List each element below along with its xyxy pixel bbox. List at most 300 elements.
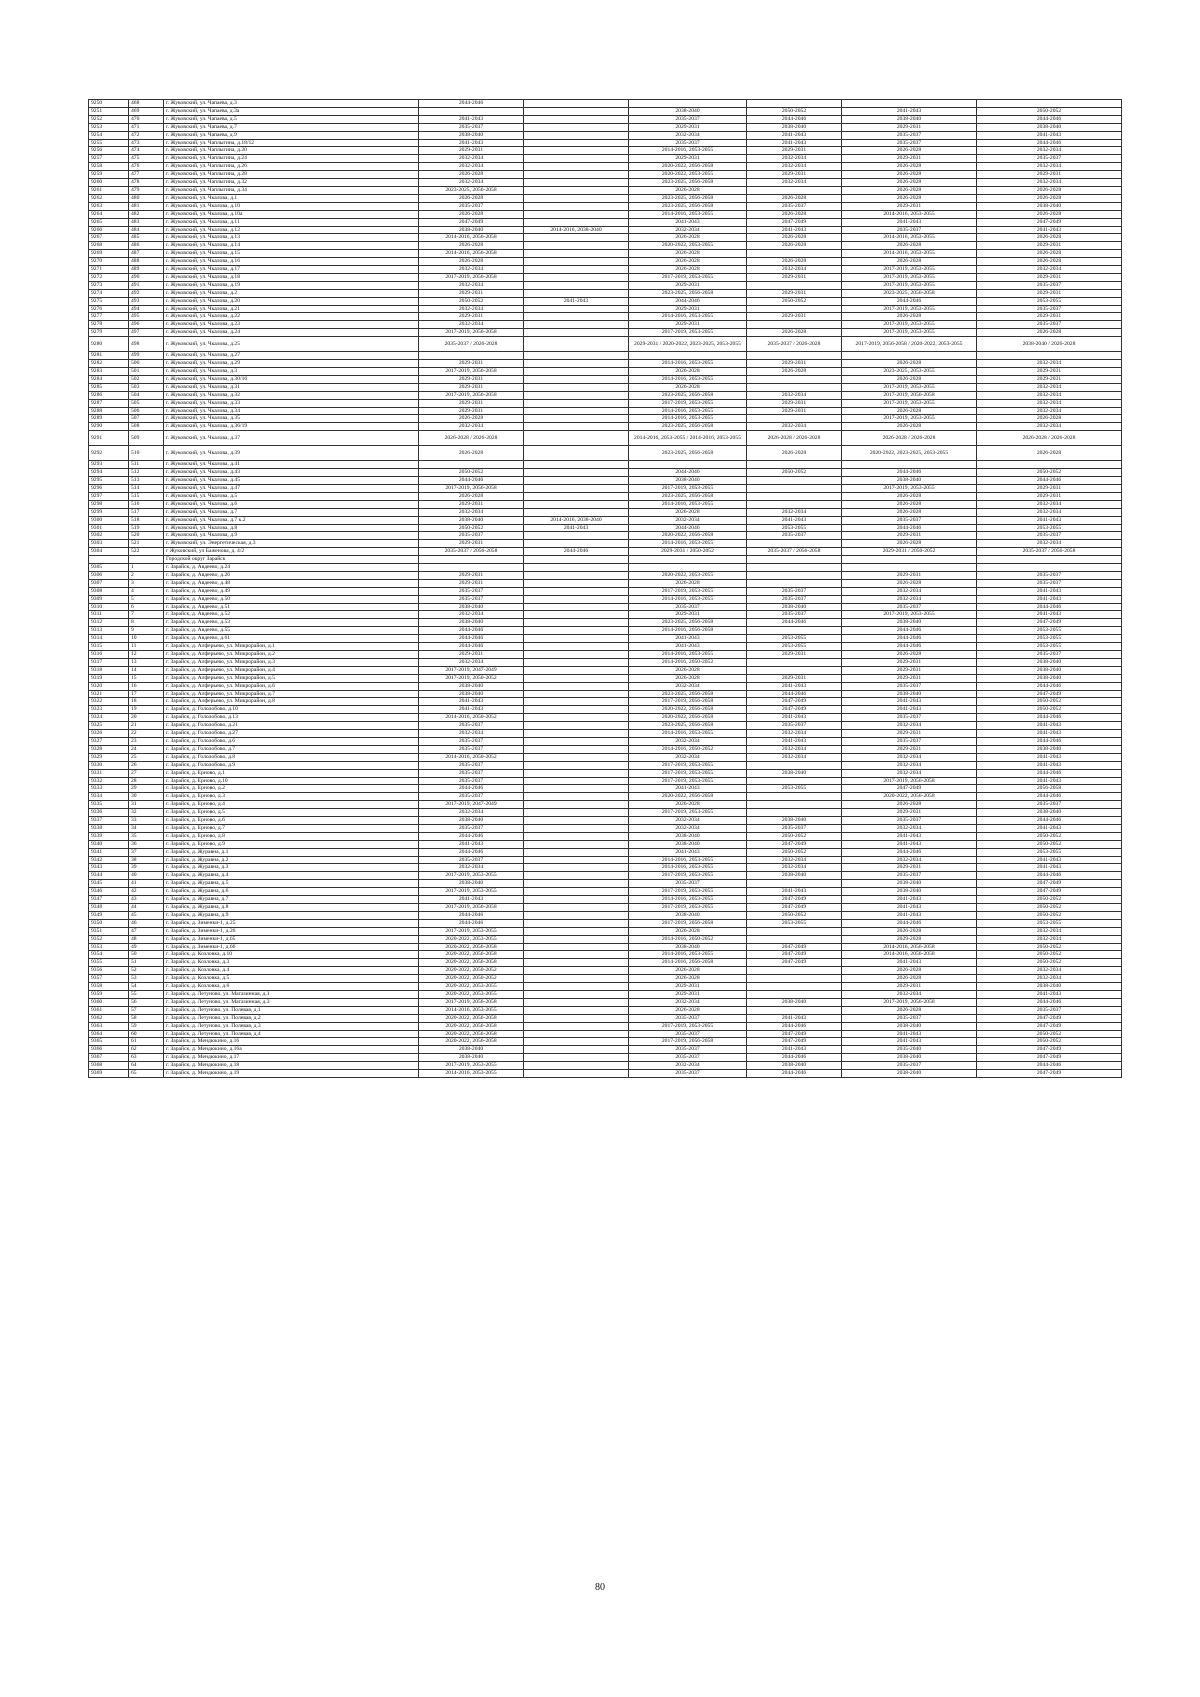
table-cell-row-no: 9259 [89, 171, 129, 179]
table-cell-period-6: 2035-2037 [977, 651, 1122, 659]
table-cell-period-6: 2044-2046 [977, 793, 1122, 801]
table-cell-period-3: 2023-2025, 2056-2058 [629, 690, 747, 698]
table-cell-period-3: 2017-2019, 2053-2055 [629, 587, 747, 595]
table-cell-item-no: 63 [129, 1054, 164, 1062]
table-cell-period-4: 2038-2040 [747, 998, 842, 1006]
table-cell-period-1 [419, 564, 524, 572]
table-cell-period-2 [524, 407, 629, 415]
table-cell-period-6: 2047-2049 [977, 619, 1122, 627]
table-cell-period-3: 2029-2031 [629, 611, 747, 619]
table-cell-period-5: 2041-2043 [842, 1030, 977, 1038]
table-cell-item-no: 496 [129, 321, 164, 329]
table-cell-period-1: 2035-2037 [419, 587, 524, 595]
table-cell-period-2 [524, 289, 629, 297]
table-cell-period-1: 2044-2046 [419, 848, 524, 856]
table-cell-address: г. Зарайск, д. Журавна, д.9 [164, 911, 419, 919]
table-cell-period-1: 2035-2037 [419, 202, 524, 210]
table-cell-address: г. Жуковский, ул. Чкалова, д.7 к.2 [164, 516, 419, 524]
table-cell-period-5: 2032-2034 [842, 722, 977, 730]
table-cell-period-4: 2026-2028 [747, 234, 842, 242]
table-row [89, 911, 1122, 919]
table-cell-period-4 [747, 627, 842, 635]
table-cell-period-4: 2053-2055 [747, 919, 842, 927]
table-cell-period-2 [524, 194, 629, 202]
table-cell-period-1: 2020-2022, 2056-2058 [419, 951, 524, 959]
table-cell-row-no: 9252 [89, 115, 129, 123]
table-row [89, 1062, 1122, 1070]
table-cell-period-4: 2050-2052 [747, 469, 842, 477]
table-cell-period-4: 2029-2031 [747, 313, 842, 321]
table-cell-item-no: 499 [129, 352, 164, 360]
table-cell-period-4: 2044-2046 [747, 1022, 842, 1030]
table-cell-period-5: 2029-2031 [842, 571, 977, 579]
table-cell-period-5: 2026-2028 / 2026-2028 [842, 431, 977, 446]
table-cell-address: г. Зарайск, д. Ерново, д.1 [164, 769, 419, 777]
table-cell-period-3: 2017-2019, 2056-2058 [629, 919, 747, 927]
table-cell-item-no: 54 [129, 983, 164, 991]
table-cell-period-1: 2035-2037 [419, 722, 524, 730]
table-cell-period-4: 2035-2037 / 2056-2058 [747, 548, 842, 556]
table-cell-row-no: 9301 [89, 524, 129, 532]
table-cell-period-5: 2038-2040 [842, 1022, 977, 1030]
table-cell-period-5: 2026-2028 [842, 1006, 977, 1014]
table-row [89, 415, 1122, 423]
table-cell-period-4: 2032-2034 [747, 730, 842, 738]
table-cell-period-3: 2014-2016, 2053-2055 [629, 651, 747, 659]
table-cell-period-2 [524, 423, 629, 431]
table-row [89, 1030, 1122, 1038]
table-cell-period-1: 2032-2034 [419, 281, 524, 289]
table-cell-address: г. Жуковский, ул. Чкалова, д.33 [164, 399, 419, 407]
table-cell-period-6: 2050-2052 [977, 959, 1122, 967]
table-cell-address: г. Жуковский, ул. Чкалова, д.7 [164, 508, 419, 516]
table-cell-period-6: 2032-2034 [977, 540, 1122, 548]
table-cell-address: г. Жуковский, ул. Чкалова, д.34 [164, 407, 419, 415]
table-cell-address: г. Жуковский, ул. Чапаева, д.3 [164, 100, 419, 108]
table-row [89, 368, 1122, 376]
table-row [89, 722, 1122, 730]
table-row [89, 1046, 1122, 1054]
table-cell-row-no: 9352 [89, 935, 129, 943]
table-cell-period-2 [524, 469, 629, 477]
table-cell-row-no: 9357 [89, 975, 129, 983]
table-row [89, 635, 1122, 643]
table-cell-period-5: 2035-2037 [842, 603, 977, 611]
table-cell-period-4: 2047-2049 [747, 218, 842, 226]
table-cell-period-6: 2029-2031 [977, 289, 1122, 297]
table-cell-row-no: 9347 [89, 896, 129, 904]
table-cell-address: г. Зарайск, д. Алферьево, ул. Микрорайон, д.3 [164, 658, 419, 666]
table-cell-period-5: 2038-2040 [842, 880, 977, 888]
table-cell-item-no: 26 [129, 761, 164, 769]
table-cell-period-6: 2053-2055 [977, 524, 1122, 532]
table-cell-period-2 [524, 603, 629, 611]
table-cell-item-no: 473 [129, 139, 164, 147]
table-cell-row-no: 9321 [89, 690, 129, 698]
table-cell-period-1: 2029-2031 [419, 313, 524, 321]
table-cell-period-2 [524, 919, 629, 927]
table-row [89, 564, 1122, 572]
table-cell-item-no: 10 [129, 635, 164, 643]
table-cell-row-no: 9348 [89, 904, 129, 912]
table-cell-period-5: 2026-2028 [842, 163, 977, 171]
table-row [89, 258, 1122, 266]
table-cell-period-1: 2026-2028 [419, 492, 524, 500]
table-cell-item-no: 486 [129, 242, 164, 250]
table-cell-period-4: 2047-2049 [747, 943, 842, 951]
table-cell-period-3: 2014-2016, 2053-2055 [629, 210, 747, 218]
table-cell-period-3: 2017-2019, 2053-2055 [629, 777, 747, 785]
table-cell-address: г. Жуковский, ул. Чкалова, д.39 [164, 446, 419, 461]
table-cell-address: г. Жуковский, ул. Чкалова, д.27 [164, 352, 419, 360]
table-cell-period-5: 2035-2037 [842, 872, 977, 880]
table-cell-address: г. Жуковский, ул. Чкалова, д.19 [164, 281, 419, 289]
table-cell-period-2 [524, 500, 629, 508]
table-cell-period-2 [524, 352, 629, 360]
table-cell-period-3: 2029-2031 [629, 983, 747, 991]
table-cell-period-1: 2029-2031 [419, 289, 524, 297]
table-cell-period-1: 2023-2025, 2056-2058 [419, 186, 524, 194]
table-cell-period-4: 2050-2052 [747, 848, 842, 856]
table-cell-period-2 [524, 579, 629, 587]
table-cell-period-3: 2017-2019, 2053-2055 [629, 1022, 747, 1030]
table-cell-period-4 [747, 927, 842, 935]
table-cell-item-no: 492 [129, 289, 164, 297]
table-cell-period-3: 2020-2022, 2053-2055 [629, 171, 747, 179]
table-cell-period-1: 2041-2043 [419, 896, 524, 904]
table-cell-address: г. Зарайск, д. Гололобово, д.7 [164, 745, 419, 753]
table-cell-period-5: 2038-2040 [842, 619, 977, 627]
table-cell-period-3: 2032-2034 [629, 1062, 747, 1070]
table-cell-period-3: 2023-2025, 2056-2058 [629, 194, 747, 202]
table-cell-period-4: 2038-2040 [747, 1062, 842, 1070]
table-cell-period-1: 2017-2019, 2056-2058 [419, 904, 524, 912]
table-cell-period-4 [747, 777, 842, 785]
table-cell-address: г. Зарайск, д. Авдеево, д.48 [164, 579, 419, 587]
table-cell-item-no: 507 [129, 415, 164, 423]
table-cell-period-5: 2026-2028 [842, 540, 977, 548]
table-cell-address: г. Жуковский, ул. Чкалова, д.20 [164, 297, 419, 305]
table-cell-address: г. Жуковский, ул. Чкалова, д.22 [164, 313, 419, 321]
table-cell-period-5: 2026-2028 [842, 508, 977, 516]
table-cell-period-3: 2029-2031 [629, 990, 747, 998]
table-cell-period-6: 2050-2052 [977, 706, 1122, 714]
table-cell-item-no: 65 [129, 1070, 164, 1078]
table-cell-period-3 [629, 352, 747, 360]
table-cell-period-5 [842, 100, 977, 108]
table-cell-period-1: 2014-2016, 2050-2052 [419, 753, 524, 761]
table-row [89, 627, 1122, 635]
table-cell-item-no: 8 [129, 619, 164, 627]
table-cell-item-no: 503 [129, 383, 164, 391]
table-cell-period-2 [524, 107, 629, 115]
table-cell-period-3: 2014-2016, 2053-2055 / 2014-2016, 2053-2055 [629, 431, 747, 446]
table-cell-period-6: 2041-2043 [977, 990, 1122, 998]
table-cell-row-no: 9300 [89, 516, 129, 524]
table-cell-period-2 [524, 817, 629, 825]
table-cell-period-2 [524, 935, 629, 943]
table-cell-period-6: 2041-2043 [977, 611, 1122, 619]
table-cell-period-4: 2041-2043 [747, 682, 842, 690]
table-cell-period-6: 2032-2034 [977, 179, 1122, 187]
table-cell-item-no: 37 [129, 848, 164, 856]
table-row [89, 817, 1122, 825]
table-cell-period-2 [524, 242, 629, 250]
table-row [89, 500, 1122, 508]
table-cell-period-3: 2014-2016, 2053-2055 [629, 313, 747, 321]
table-cell-period-5: 2044-2046 [842, 848, 977, 856]
table-cell-period-3: 2014-2016, 2053-2055 [629, 540, 747, 548]
table-cell-period-3 [629, 461, 747, 469]
table-cell-row-no: 9349 [89, 911, 129, 919]
table-cell-item-no: 515 [129, 492, 164, 500]
table-cell-period-6: 2056-2058 [977, 785, 1122, 793]
table-row [89, 864, 1122, 872]
table-cell-period-5: 2044-2046 [842, 635, 977, 643]
table-cell-item-no: 494 [129, 305, 164, 313]
table-cell-period-3: 2014-2016, 2053-2055 [629, 730, 747, 738]
table-cell-period-1: 2041-2043 [419, 139, 524, 147]
table-cell-address: г. Жуковский, ул. Чкалова, д.6 [164, 500, 419, 508]
table-cell-period-5: 2032-2034 [842, 824, 977, 832]
table-cell-item-no: 44 [129, 904, 164, 912]
table-cell-period-5: 2032-2034 [842, 856, 977, 864]
table-cell-period-5: 2026-2028 [842, 179, 977, 187]
table-cell-address: г. Зарайск, д. Ерново, д.6 [164, 817, 419, 825]
table-cell-period-6: 2041-2043 [977, 730, 1122, 738]
table-cell-period-2 [524, 619, 629, 627]
table-cell-period-2 [524, 532, 629, 540]
table-cell-period-3: 2032-2034 [629, 516, 747, 524]
table-cell-item-no: 521 [129, 540, 164, 548]
table-cell-address: г. Жуковский, ул. Чкалова, д.13 [164, 234, 419, 242]
table-cell-period-5: 2035-2037 [842, 226, 977, 234]
table-cell-period-6: 2047-2049 [977, 880, 1122, 888]
table-cell-period-5: 2038-2040 [842, 690, 977, 698]
table-row [89, 777, 1122, 785]
table-cell-period-4: 2035-2037 [747, 722, 842, 730]
table-cell-address: г. Зарайск, д. Гололобово, д.21 [164, 722, 419, 730]
table-cell-period-4: 2047-2049 [747, 896, 842, 904]
table-cell-period-3: 2014-2016, 2053-2055 [629, 896, 747, 904]
table-cell-row-no: 9314 [89, 635, 129, 643]
table-cell-period-6: 2035-2037 [977, 571, 1122, 579]
table-cell-period-4: 2026-2028 [747, 368, 842, 376]
table-cell-period-5: 2017-2019, 2056-2058 [842, 391, 977, 399]
table-row [89, 423, 1122, 431]
table-cell-address: г. Жуковский, ул. Чкалова, д.8 [164, 524, 419, 532]
table-cell-period-2 [524, 666, 629, 674]
table-cell-row-no: 9277 [89, 313, 129, 321]
table-cell-period-4: 2047-2049 [747, 1030, 842, 1038]
table-cell-address: г. Зарайск, д. Козловка, д.10 [164, 951, 419, 959]
table-cell-address: г. Зарайск, д. Журавна, д.6 [164, 888, 419, 896]
table-cell-period-3: 2014-2016, 2056-2058 [629, 627, 747, 635]
table-cell-address: г. Жуковский, ул. Чкалова, д.36/19 [164, 423, 419, 431]
table-cell-row-no: 9286 [89, 391, 129, 399]
table-cell-row-no: 9282 [89, 360, 129, 368]
table-row [89, 360, 1122, 368]
table-row [89, 990, 1122, 998]
table-cell-period-4 [747, 975, 842, 983]
table-cell-period-3: 2035-2037 [629, 1070, 747, 1078]
table-cell-period-6: 2032-2034 [977, 935, 1122, 943]
table-cell-period-2 [524, 171, 629, 179]
table-cell-period-1: 2026-2028 [419, 242, 524, 250]
table-cell-period-2 [524, 998, 629, 1006]
table-cell-period-5: 2014-2016, 2056-2058 [842, 943, 977, 951]
table-cell-period-2 [524, 611, 629, 619]
table-cell-item-no: 490 [129, 273, 164, 281]
table-cell-period-3: 2026-2028 [629, 508, 747, 516]
table-cell-period-3: 2020-2022, 2053-2055 [629, 242, 747, 250]
table-cell-period-6: 2050-2052 [977, 840, 1122, 848]
table-cell-address: г. Зарайск, д. Ерново, д.5 [164, 809, 419, 817]
table-cell-period-6: 2026-2028 [977, 194, 1122, 202]
table-cell-period-4: 2029-2031 [747, 399, 842, 407]
table-row [89, 352, 1122, 360]
table-cell-row-no: 9315 [89, 643, 129, 651]
table-cell-period-4: 2029-2031 [747, 273, 842, 281]
table-cell-period-5: 2044-2046 [842, 297, 977, 305]
table-cell-period-2: 2044-2046 [524, 548, 629, 556]
table-row [89, 179, 1122, 187]
table-cell-row-no [89, 556, 129, 564]
table-cell-period-1: 2020-2022, 2056-2058 [419, 1038, 524, 1046]
table-row [89, 714, 1122, 722]
table-row [89, 329, 1122, 337]
table-cell-row-no: 9258 [89, 163, 129, 171]
table-cell-period-1: 2017-2019, 2056-2058 [419, 273, 524, 281]
table-cell-period-2 [524, 123, 629, 131]
table-cell-row-no: 9299 [89, 508, 129, 516]
schedule-table [88, 99, 1122, 1078]
table-cell-period-6: 2026-2028 [977, 258, 1122, 266]
table-cell-period-4 [747, 186, 842, 194]
table-row [89, 848, 1122, 856]
table-cell-period-4: 2026-2028 [747, 329, 842, 337]
table-cell-period-5: 2017-2019, 2056-2058 [842, 998, 977, 1006]
table-cell-period-4: 2041-2043 [747, 1046, 842, 1054]
table-cell-item-no: 57 [129, 1006, 164, 1014]
table-cell-period-1: 2041-2043 [419, 840, 524, 848]
table-row [89, 516, 1122, 524]
table-cell-period-6: 2047-2049 [977, 1014, 1122, 1022]
table-cell-row-no: 9269 [89, 250, 129, 258]
table-cell-period-6: 2041-2043 [977, 753, 1122, 761]
table-row [89, 737, 1122, 745]
table-cell-period-3: 2023-2025, 2056-2058 [629, 619, 747, 627]
table-cell-item-no: 506 [129, 407, 164, 415]
table-row [89, 753, 1122, 761]
table-row [89, 959, 1122, 967]
table-row [89, 100, 1122, 108]
table-cell-period-6: 2032-2034 [977, 147, 1122, 155]
table-cell-period-3: 2026-2028 [629, 234, 747, 242]
table-row [89, 202, 1122, 210]
table-cell-period-5: 2026-2028 [842, 492, 977, 500]
table-cell-item-no: 489 [129, 266, 164, 274]
table-cell-period-1: 2017-2019, 2056-2058 [419, 998, 524, 1006]
table-cell-address: Городской округ Зарайск [164, 556, 419, 564]
table-cell-address: г. Зарайск, д. Зименки-1, д.66 [164, 943, 419, 951]
table-cell-row-no: 9361 [89, 1006, 129, 1014]
table-cell-row-no: 9255 [89, 139, 129, 147]
table-cell-period-2 [524, 840, 629, 848]
table-cell-period-4: 2032-2034 [747, 753, 842, 761]
table-row [89, 250, 1122, 258]
table-cell-period-2 [524, 281, 629, 289]
table-cell-address: г. Жуковский, ул. Чаплыгина, д.24 [164, 155, 419, 163]
table-cell-period-3: 2014-2016, 2053-2055 [629, 595, 747, 603]
table-cell-period-5: 2029-2031 [842, 202, 977, 210]
table-cell-period-4: 2035-2037 / 2026-2028 [747, 337, 842, 352]
table-row [89, 998, 1122, 1006]
table-cell-period-6: 2044-2046 [977, 682, 1122, 690]
table-row [89, 745, 1122, 753]
table-cell-period-5: 2029-2031 [842, 809, 977, 817]
table-cell-period-5: 2032-2034 [842, 595, 977, 603]
table-cell-address: г. Жуковский, ул. Чкалова, д.30/16 [164, 375, 419, 383]
table-cell-item-no: 43 [129, 896, 164, 904]
table-row [89, 484, 1122, 492]
table-cell-period-5: 2041-2043 [842, 706, 977, 714]
table-cell-row-no: 9285 [89, 383, 129, 391]
table-cell-period-3: 2014-2016, 2053-2055 [629, 147, 747, 155]
table-cell-period-4 [747, 383, 842, 391]
table-cell-address: г. Зарайск, д. Журавна, д.2 [164, 856, 419, 864]
table-row [89, 983, 1122, 991]
table-cell-item-no: 501 [129, 368, 164, 376]
table-cell-row-no: 9364 [89, 1030, 129, 1038]
table-row [89, 461, 1122, 469]
table-cell-address: г. Жуковский, ул. Чкалова, д.32 [164, 391, 419, 399]
table-cell-item-no: 513 [129, 477, 164, 485]
table-cell-item-no: 508 [129, 423, 164, 431]
table-cell-period-5: 2023-2025, 2056-2058 [842, 289, 977, 297]
table-cell-item-no: 471 [129, 123, 164, 131]
table-cell-period-1: 2035-2037 [419, 737, 524, 745]
table-cell-period-3: 2029-2031 [629, 281, 747, 289]
table-cell-period-5: 2026-2028 [842, 186, 977, 194]
table-row [89, 492, 1122, 500]
table-cell-period-6: 2026-2028 / 2026-2028 [977, 431, 1122, 446]
table-cell-period-1: 2017-2019, 2053-2055 [419, 872, 524, 880]
table-cell-period-5: 2029-2031 [842, 532, 977, 540]
table-cell-address: г. Жуковский, ул. Чкалова, д.23 [164, 321, 419, 329]
table-cell-period-6: 2032-2034 [977, 407, 1122, 415]
table-cell-period-2 [524, 115, 629, 123]
table-row [89, 935, 1122, 943]
table-cell-address: г. Зарайск, д. Журавна, д.7 [164, 896, 419, 904]
table-cell-period-1: 2017-2019, 2053-2055 [419, 1062, 524, 1070]
table-cell-item-no: 482 [129, 210, 164, 218]
table-cell-period-3: 2014-2016, 2056-2058 [629, 959, 747, 967]
table-cell-item-no: 56 [129, 998, 164, 1006]
table-cell-period-2 [524, 305, 629, 313]
table-cell-period-3: 2026-2028 [629, 666, 747, 674]
table-cell-row-no: 9288 [89, 407, 129, 415]
table-cell-row-no: 9312 [89, 619, 129, 627]
table-row [89, 469, 1122, 477]
table-cell-item-no: 13 [129, 658, 164, 666]
table-cell-period-5: 2017-2019, 2056-2058 / 2020-2022, 2053-2055 [842, 337, 977, 352]
table-cell-period-6: 2038-2040 [977, 983, 1122, 991]
table-cell-period-5: 2029-2031 [842, 123, 977, 131]
table-cell-row-no: 9332 [89, 777, 129, 785]
table-cell-period-2 [524, 809, 629, 817]
table-row [89, 1038, 1122, 1046]
